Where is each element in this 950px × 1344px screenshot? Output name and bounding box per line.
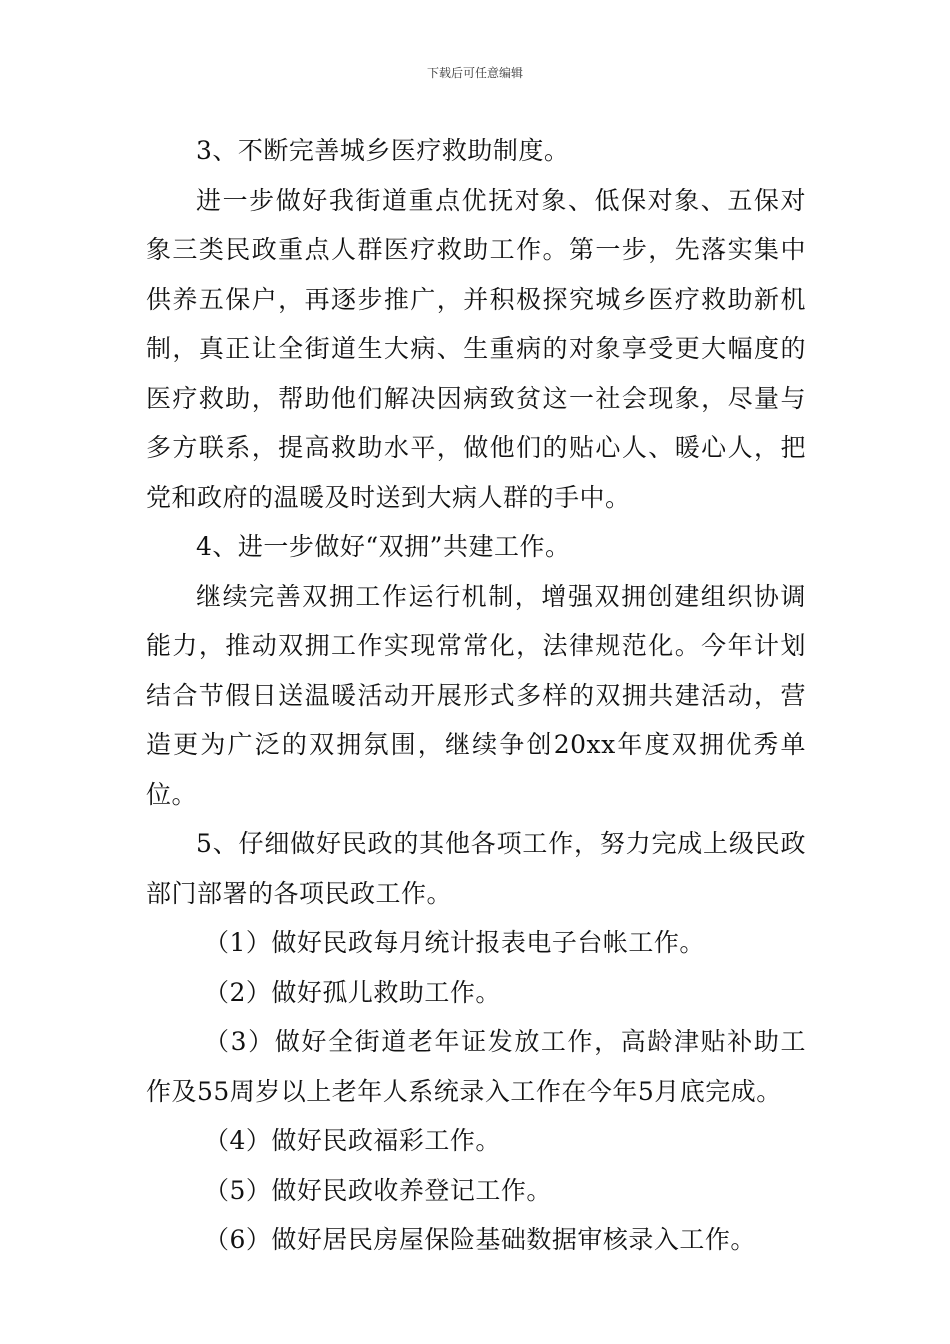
paragraph: （5）做好民政收养登记工作。 [204, 1175, 552, 1205]
paragraph: （1）做好民政每月统计报表电子台帐工作。 [204, 928, 705, 957]
document-body [146, 126, 806, 1265]
paragraph: 5、仔细做好民政的其他各项工作，努力完成上级民政部门部署的各项民政工作。 [146, 829, 806, 908]
paragraph: （4）做好民政福彩工作。 [204, 1126, 501, 1155]
paragraph: 4、进一步做好“双拥”共建工作。 [196, 532, 571, 561]
paragraph: 进一步做好我街道重点优抚对象、低保对象、五保对象三类民政重点人群医疗救助工作。第一步，先落实集中供养五保户，再逐步推广，并积极探究城乡医疗救助新机制，真正让全街道生大病、生重病的对象享受更大幅度的医疗救助，帮助他们解决因病致贫这一社会现象，尽量与多方联系，提高救助水平，做他们的贴心人、暖心人，把党和政府的温暖及时送到大病人群的手中。 [146, 185, 806, 512]
paragraph: （3）做好全街道老年证发放工作，高龄津贴补助工作及55周岁以上老年人系统录入工作在今年5月底完成。 [146, 1027, 806, 1106]
page-header: 下载后可任意编辑 [426, 66, 523, 80]
paragraph: （6）做好居民房屋保险基础数据审核录入工作。 [204, 1225, 756, 1254]
paragraph: 继续完善双拥工作运行机制，增强双拥创建组织协调能力，推动双拥工作实现常常化，法律规范化。今年计划结合节假日送温暖活动开展形式多样的双拥共建活动，营造更为广泛的双拥氛围，继续争创20xx年度双拥优秀单位。 [146, 581, 806, 809]
paragraph: （2）做好孤儿救助工作。 [204, 977, 501, 1007]
paragraph: 3、不断完善城乡医疗救助制度。 [196, 136, 570, 165]
